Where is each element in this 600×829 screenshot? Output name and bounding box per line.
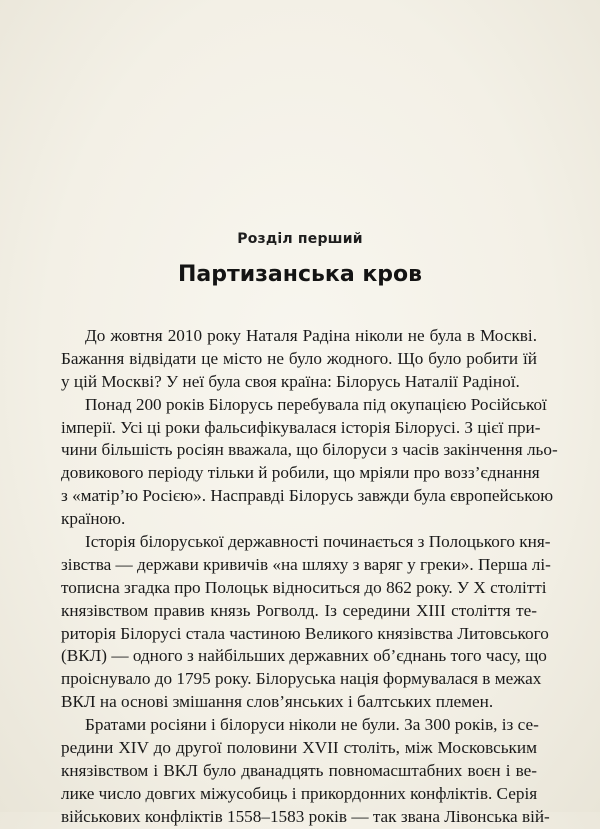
chapter-title: Партизанська кров: [177, 262, 423, 287]
text-line: (ВКЛ) — одного з найбільших державних об’єднань того часу, що: [61, 646, 547, 666]
text-line: зівства — держави кривичів «на шляху з варяг у греки». Перша лі-: [61, 554, 551, 574]
text-line: До жовтня 2010 року Наталя Радіна ніколи не була в Москві.: [85, 326, 537, 345]
text-line: проіснувало до 1795 року. Білоруська нація формувалася в межах: [61, 669, 542, 689]
text-line: риторія Білорусі стала частиною Великого князівства Литовського: [61, 623, 549, 643]
text-line: тописна згадка про Полоцьк відноситься до 862 року. У X столітті: [61, 577, 547, 597]
text-line: князівством і ВКЛ було дванадцять повномасштабних воєн і ве-: [61, 760, 537, 780]
text-line: Бажання відвідати це місто не було жодного. Що було робити їй: [61, 348, 537, 368]
body-text: [61, 325, 558, 829]
text-line: ВКЛ на основі змішання слов’янських і балтських племен.: [61, 692, 494, 712]
text-line: імперії. Усі ці роки фальсифікувалася історія Білорусі. З цієї при-: [61, 417, 541, 437]
text-line: Братами росіяни і білоруси ніколи не були. За 300 років, із се-: [85, 715, 539, 735]
text-line: у цій Москві? У неї була своя країна: Білорусь Наталії Радіної.: [61, 371, 520, 391]
text-line: князівством правив князь Рогволд. Із середини XIII століття те-: [61, 600, 537, 620]
text-line: лике число довгих міжусобиць і прикордонних конфліктів. Серія: [61, 783, 538, 803]
text-line: країною.: [61, 509, 126, 529]
text-line: Історія білоруської державності починається з Полоцького кня-: [85, 532, 551, 552]
chapter-label: Розділ перший: [237, 231, 363, 247]
text-line: з «матір’ю Росією». Насправді Білорусь завжди була європейською: [61, 486, 554, 506]
text-line: чини більшість росіян вважала, що білоруси з часів закінчення льо-: [61, 440, 558, 460]
text-line: довикового періоду тільки й робили, що мріяли про возз’єднання: [61, 463, 540, 483]
text-line: редини XIV до другої половини XVII століть, між Московським: [61, 738, 537, 758]
text-line: Понад 200 років Білорусь перебувала під окупацією Російської: [85, 394, 547, 414]
text-line: військових конфліктів 1558–1583 років — так звана Лівонська вій-: [61, 806, 550, 826]
